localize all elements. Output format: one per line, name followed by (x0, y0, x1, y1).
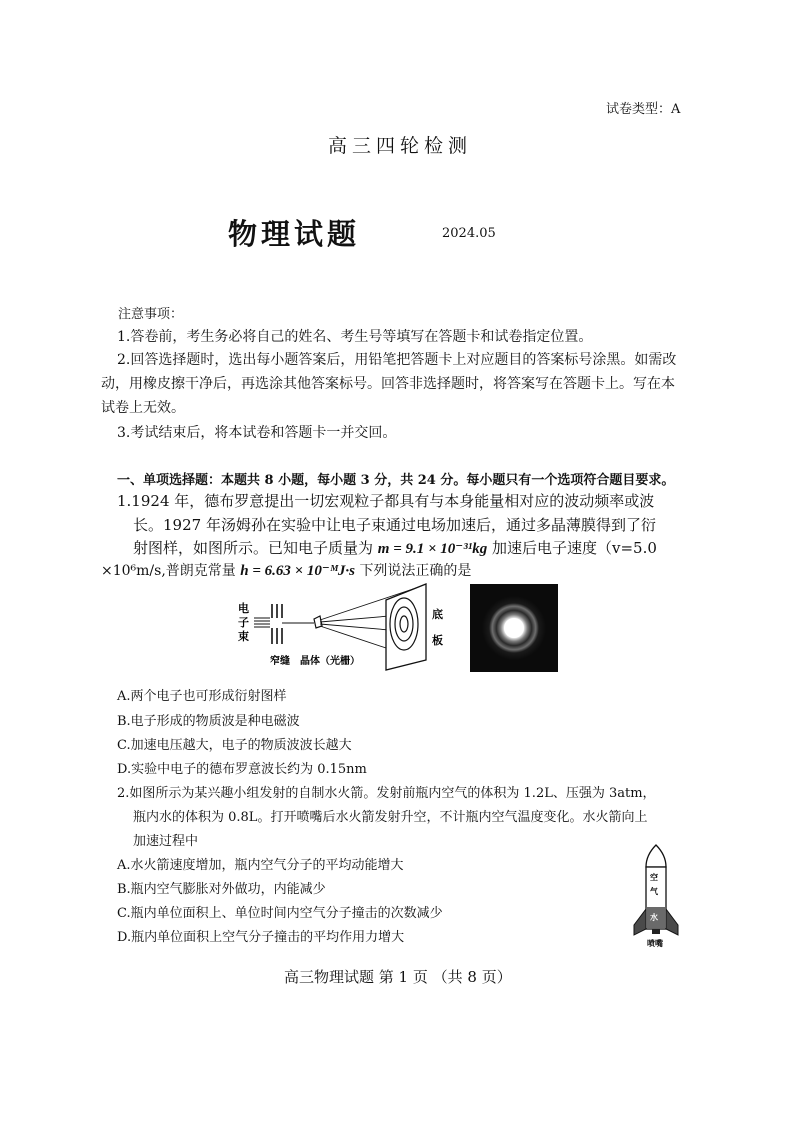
q2-option-a: A.水火箭速度增加，瓶内空气分子的平均动能增大 (117, 858, 404, 873)
notes-item-3: 3.考试结束后，将本试卷和答题卡一并交回。 (117, 425, 397, 441)
q2-line-2: 瓶内水的体积为 0.8L。打开喷嘴后水火箭发射升空，不计瓶内空气温度变化。水火箭向上 (133, 810, 648, 825)
subject-title: 物理试题 (228, 217, 361, 251)
water-rocket-diagram (630, 843, 682, 949)
q1-line-3 (133, 537, 657, 558)
screen-label-1: 底 (432, 608, 443, 621)
nozzle-label: 喷嘴 (647, 939, 663, 948)
q2-option-d: D.瓶内单位面积上空气分子撞击的平均作用力增大 (117, 930, 405, 945)
q1-line-4 (101, 560, 471, 580)
rocket-air-label-2: 气 (650, 887, 658, 896)
notes-item-2-line-2: 动，用橡皮擦干净后，再选涂其他答案标号。回答非选择题时，将答案写在答题卡上。写在本 (101, 376, 675, 392)
section-1-heading: 一、单项选择题：本题共 8 小题，每小题 3 分，共 24 分。每小题只有一个选项符合题目要求。 (117, 473, 675, 488)
electron-mass-formula: m = 9.1 × 10⁻³¹kg (377, 541, 488, 557)
notes-item-2-line-1: 2.回答选择题时，选出每小题答案后，用铅笔把答题卡上对应题目的答案标号涂黑。如需改 (117, 352, 677, 368)
beam-label-3: 束 (238, 630, 249, 643)
q1-line-4-tail: 下列说法正确的是 (359, 563, 472, 579)
q2-option-b: B.瓶内空气膨胀对外做功，内能减少 (117, 882, 326, 897)
slit-label: 窄缝 (270, 656, 290, 667)
rocket-air-label-1: 空 (650, 873, 658, 882)
beam-label-1: 电 (238, 602, 249, 615)
q1-line-2: 长。1927 年汤姆孙在实验中让电子束通过电场加速后，通过多晶薄膜得到了衍 (133, 516, 656, 534)
notes-item-1: 1.答卷前，考生务必将自己的姓名、考生号等填写在答题卡和试卷指定位置。 (117, 329, 593, 345)
exam-name: 高三四轮检测 (328, 135, 473, 157)
q2-option-c: C.瓶内单位面积上、单位时间内空气分子撞击的次数减少 (117, 906, 443, 921)
page-footer: 高三物理试题 第 1 页 （共 8 页） (284, 968, 512, 986)
diffraction-apparatus-diagram (236, 582, 458, 672)
beam-label-2: 子 (238, 616, 249, 629)
q1-option-c: C.加速电压越大，电子的物质波波长越大 (117, 738, 352, 753)
screen-label-2: 板 (432, 634, 443, 647)
q1-line-3-text: 射图样，如图所示。已知电子质量为 (133, 539, 374, 557)
screen-plate (386, 584, 426, 670)
planck-constant-formula: h = 6.63 × 10⁻ᴹJ·s (240, 563, 355, 579)
paper-type: 试卷类型：A (606, 102, 681, 117)
diffraction-pattern-photo (470, 584, 558, 672)
notes-item-2-line-3: 试卷上无效。 (101, 400, 185, 416)
crystal-label: 晶体（光栅） (300, 656, 360, 667)
q1-option-b: B.电子形成的物质波是种电磁波 (117, 714, 300, 729)
q1-option-a: A.两个电子也可形成衍射图样 (117, 689, 287, 704)
exam-date: 2024.05 (442, 226, 496, 241)
q1-line-3-tail: 加速后电子速度（v=5.0 (492, 539, 657, 557)
q1-option-d: D.实验中电子的德布罗意波长约为 0.15nm (117, 762, 367, 777)
electron-beam-lines (254, 618, 270, 627)
q2-line-3: 加速过程中 (133, 834, 199, 849)
rocket-water-label: 水 (650, 913, 658, 922)
notes-heading: 注意事项： (118, 307, 184, 322)
slit-plates (272, 604, 282, 644)
q1-line-1: 1.1924 年，德布罗意提出一切宏观粒子都具有与本身能量相对应的波动频率或波 (117, 492, 655, 510)
q1-line-4-text: ×10⁶m/s,普朗克常量 (101, 563, 236, 579)
q2-line-1: 2.如图所示为某兴趣小组发射的自制水火箭。发射前瓶内空气的体积为 1.2L、压强为 3atm， (117, 786, 656, 801)
